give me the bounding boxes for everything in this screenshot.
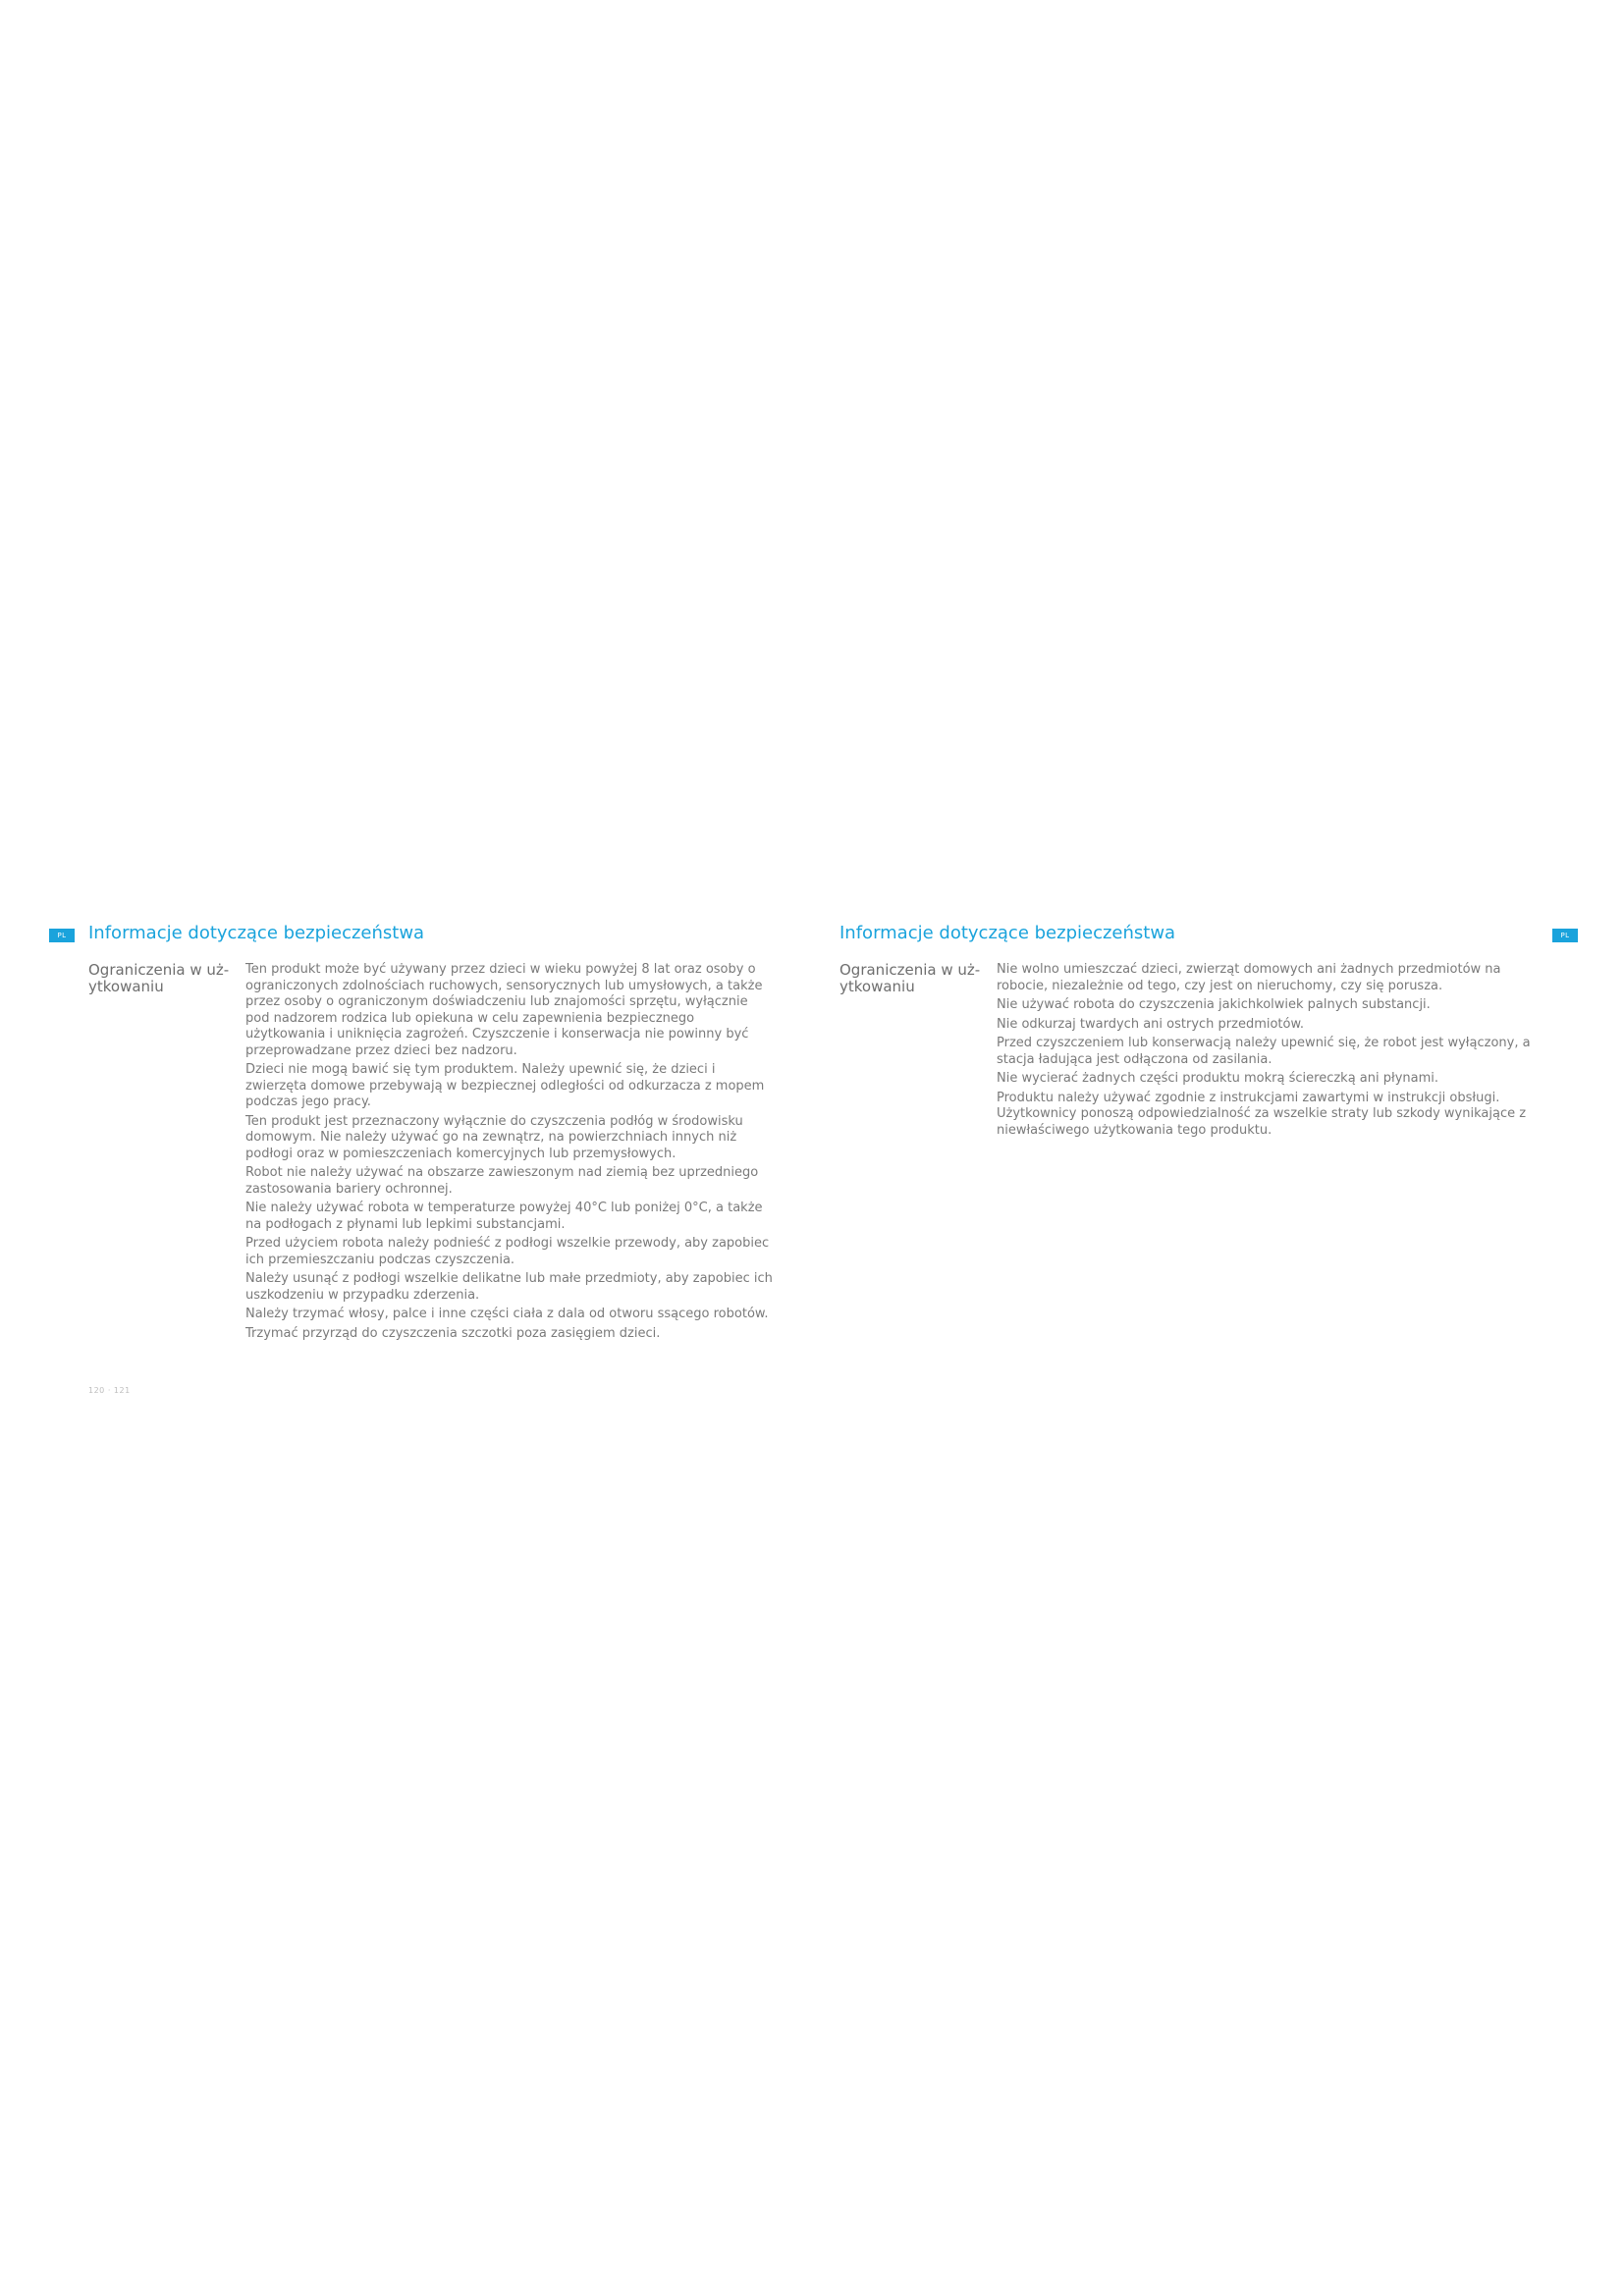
paragraph: Dzieci nie mogą bawić się tym produktem. Należy upewnić się, że dzieci i zwierzęta domowe przebywają w bezpiecznej odległości od odkurzacza z mopem podczas jego pracy. [245,1062,765,1109]
paragraph: Przed czyszczeniem lub konserwacją należy upewnić się, że robot jest wyłączony, a stacja ładująca jest odłączona od zasilania. [997,1036,1531,1067]
language-badge: PL [1552,929,1578,942]
section-title: Informacje dotyczące bezpieczeństwa [88,923,425,943]
usage-restrictions-label: Ograniczenia w uż-ytkowaniu [88,961,230,995]
paragraph: Ten produkt jest przeznaczony wyłącznie do czyszczenia podłóg w środowisku domowym. Nie należy używać go na zewnątrz, na powierzchniach innych niż podłogi oraz w pomieszczeniach komercyjnych lub przemysłowych. [245,1113,743,1161]
paragraph: Przed użyciem robota należy podnieść z podłogi wszelkie przewody, aby zapobiec ich przemieszczaniu podczas czyszczenia. [245,1236,770,1267]
paragraph: Nie odkurzaj twardych ani ostrych przedmiotów. [997,1016,1305,1032]
paragraph: Należy usunąć z podłogi wszelkie delikatne lub małe przedmioty, aby zapobiec ich uszkodzeniu w przypadku zderzenia. [245,1271,773,1303]
language-badge: PL [49,929,75,942]
paragraph: Nie wycierać żadnych części produktu mokrą ściereczką ani płynami. [997,1071,1438,1086]
paragraph: Nie używać robota do czyszczenia jakichkolwiek palnych substancji. [997,997,1431,1012]
paragraph: Nie wolno umieszczać dzieci, zwierząt domowych ani żadnych przedmiotów na robocie, niezależnie od tego, czy jest on nieruchomy, czy się porusza. [997,962,1501,993]
paragraph: Nie należy używać robota w temperaturze powyżej 40°C lub poniżej 0°C, a także na podłogach z płynami lub lepkimi substancjami. [245,1201,763,1232]
usage-restrictions-text [997,962,1546,1142]
usage-restrictions-block [839,962,1546,1142]
usage-restrictions-text [245,962,776,1345]
paragraph: Robot nie należy używać na obszarze zawieszonym nad ziemią bez uprzedniego zastosowania bariery ochronnej. [245,1165,759,1197]
usage-restrictions-block [88,962,795,1345]
paragraph: Należy trzymać włosy, palce i inne części ciała z dala od otworu ssącego robotów. [245,1307,769,1321]
paragraph: Produktu należy używać zgodnie z instrukcjami zawartymi w instrukcji obsługi. Użytkownicy ponoszą odpowiedzialność za wszelkie straty lub szkody wynikające z niewłaściwego użytkowania tego produktu. [997,1090,1527,1138]
paragraph: Trzymać przyrząd do czyszczenia szczotki poza zasięgiem dzieci. [245,1325,661,1341]
usage-restrictions-label: Ograniczenia w uż-ytkowaniu [839,961,981,995]
section-title: Informacje dotyczące bezpieczeństwa [839,923,1176,943]
page-number: 120 · 121 [88,1386,131,1395]
paragraph: Ten produkt może być używany przez dzieci w wieku powyżej 8 lat oraz osoby o ograniczonych zdolnościach ruchowych, sensorycznych lub umysłowych, a także przez osoby o ograniczonym doświadczeniu lub znajomości sprzętu, wyłącznie pod nadzorem rodzica lub opiekuna w celu zapewnienia bezpiecznego użytkowania i uniknięcia zagrożeń. Czyszczenie i konserwacja nie powinny być przeprowadzane przez dzieci bez nadzoru. [245,962,763,1058]
